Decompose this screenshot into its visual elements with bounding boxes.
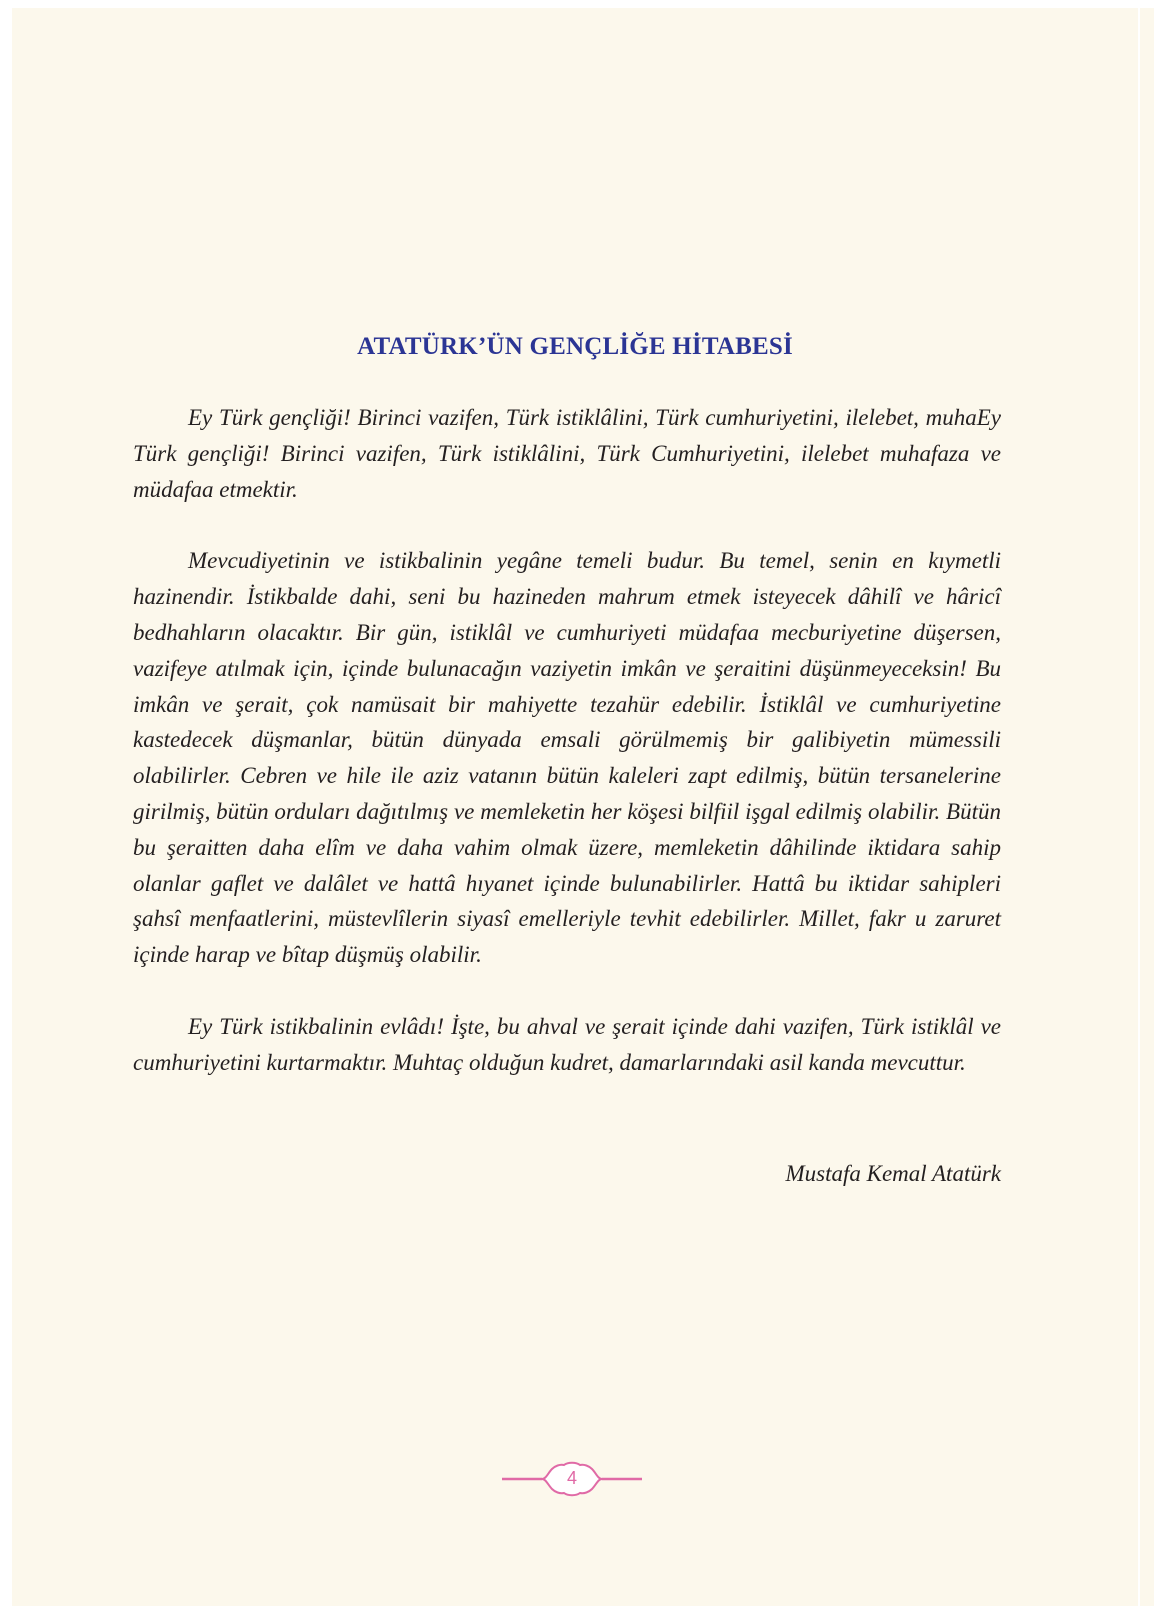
page-number: 4: [566, 1468, 577, 1488]
document-page: [12, 8, 1138, 1606]
page-title: ATATÜRK’ÜN GENÇLİĞE HİTABESİ: [357, 333, 793, 360]
signature: Mustafa Kemal Atatürk: [785, 1161, 1001, 1186]
paragraph-3: Ey Türk istikbalinin evlâdı! İşte, bu ahval ve şerait içinde dahi vazifen, Türk istiklâl ve cumhuriyetini kurtarmaktır. Muhtaç olduğun kudret, damarlarındaki asil kanda mevcuttur.: [133, 1013, 1001, 1075]
speech-body: [133, 400, 1001, 1117]
page-edge: [1140, 8, 1154, 1606]
page-number-ornament: [502, 1459, 642, 1499]
paragraph-2: Mevcudiyetinin ve istikbalinin yegâne temeli budur. Bu temel, senin en kıymetli hazinendir. İstikbalde dahi, seni bu hazineden mahrum etmek isteyecek dâhilî ve hâricî bedhahların olacaktır. Bir gün, istiklâl ve cumhuriyeti müdafaa mecburiyetine düşersen, vazifeye atılmak için, içinde bulunacağın vaziyetin imkân ve şeraitini düşünmeyeceksin! Bu imkân ve şerait, çok namüsait bir mahiyette tezahür edebilir. İstiklâl ve cumhuriyetine kastedecek düşmanlar, bütün dünyada emsali görülmemiş bir galibiyetin mümessili olabilirler. Cebren ve hile ile aziz vatanın bütün kaleleri zapt edilmiş, bütün tersanelerine girilmiş, bütün orduları dağıtılmış ve memleketin her köşesi bilfiil işgal edilmiş olabilir. Bütün bu şeraitten daha elîm ve daha vahim olmak üzere, memleketin dâhilinde iktidara sahip olanlar gaflet ve dalâlet ve hattâ hıyanet içinde bulunabilirler. Hattâ bu iktidar sahipleri şahsî menfaatlerini, müstevlîlerin siyasî emelleriyle tevhit edebilirler. Millet, fakr u zaruret içinde harap ve bîtap düşmüş olabilir.: [133, 548, 1001, 968]
paragraph-1: Ey Türk gençliği! Birinci vazifen, Türk istiklâlini, Türk cumhuriyetini, ilelebet, muhaEy Türk gençliği! Birinci vazifen, Türk istiklâlini, Türk Cumhuriyetini, ilelebet muhafaza ve müdafaa etmektir.: [133, 405, 1001, 502]
